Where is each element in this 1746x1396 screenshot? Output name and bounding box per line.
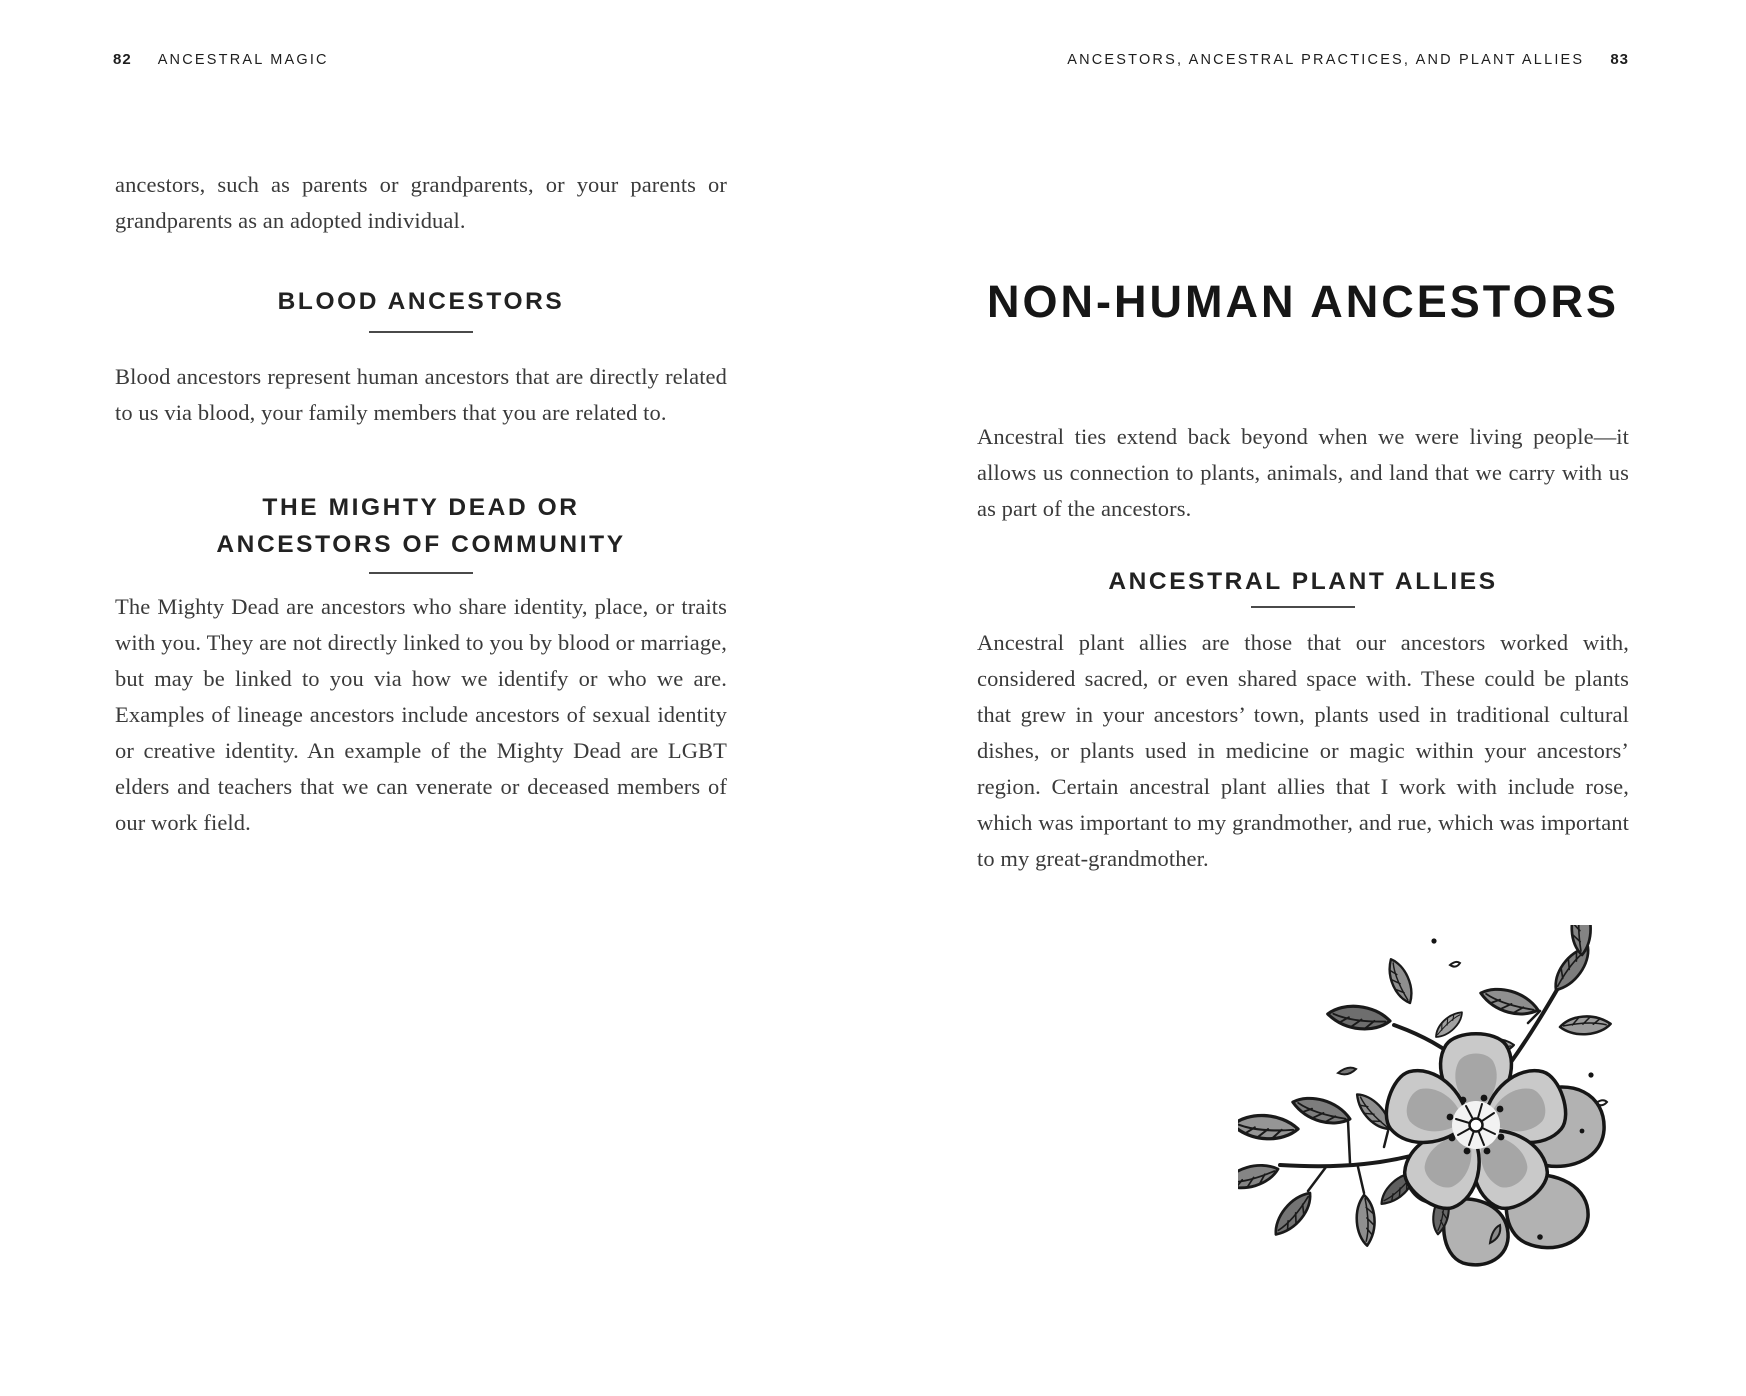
section-heading-mighty-dead: [115, 489, 727, 563]
chapter-title: NON-HUMAN ANCESTORS: [986, 276, 1619, 327]
section-heading-blood-ancestors: BLOOD ANCESTORS: [277, 288, 565, 315]
heading-rule-wrap: [977, 606, 1629, 624]
ancestral-plant-allies-paragraph: Ancestral plant allies are those that our ancestors worked with, considered sacred, or even shared space with. These could be plants that grew in your ancestors’ town, plants used in traditional cultural dishes, or plants used in medicine or magic within your ancestors’ region. Certain ancestral plant allies that I work with include rose, which was important to my grandmother, and rue, which was important to my great-grandmother.: [977, 630, 1629, 871]
left-continuation-paragraph: ancestors, such as parents or grandparents, or your parents or grandparents as an adopted individual.: [115, 172, 727, 233]
section-heading-ancestral-plant-allies: ANCESTRAL PLANT ALLIES: [1108, 568, 1498, 595]
left-running-head-title: ANCESTRAL MAGIC: [157, 52, 329, 68]
mighty-dead-paragraph: The Mighty Dead are ancestors who share identity, place, or traits with you. They are not directly linked to you by blood or marriage, but may be linked to you via how we identify or who we are. Examples of lineage ancestors include ancestors of sexual identity or creative identity. An example of the Mighty Dead are LGBT elders and teachers that we can venerate or deceased members of our work field.: [115, 594, 727, 835]
right-page-number: 83: [1610, 51, 1629, 68]
heading-rule-wrap: [115, 572, 727, 590]
heading-rule: [369, 331, 473, 333]
wild-rose-flower-with-leaves-drawing: [1238, 925, 1623, 1275]
right-running-head: [977, 51, 1629, 68]
right-running-head-title: ANCESTORS, ANCESTRAL PRACTICES, AND PLANT ALLIES: [1067, 52, 1585, 68]
heading-rule: [369, 572, 473, 574]
blood-ancestors-paragraph: Blood ancestors represent human ancestors that are directly related to us via blood, your family members that you are related to.: [115, 364, 727, 425]
left-running-head: [113, 51, 329, 68]
wild-rose-illustration: [1238, 925, 1623, 1275]
heading-rule-wrap: [115, 331, 727, 349]
non-human-ancestors-intro-paragraph: Ancestral ties extend back beyond when we were living people—it allows us connection to plants, animals, and land that we carry with us as part of the ancestors.: [977, 424, 1629, 521]
section-heading-mighty-dead-text: THE MIGHTY DEAD OR ANCESTORS OF COMMUNITY: [216, 494, 626, 558]
heading-rule: [1251, 606, 1355, 608]
left-page-number: 82: [113, 51, 132, 68]
